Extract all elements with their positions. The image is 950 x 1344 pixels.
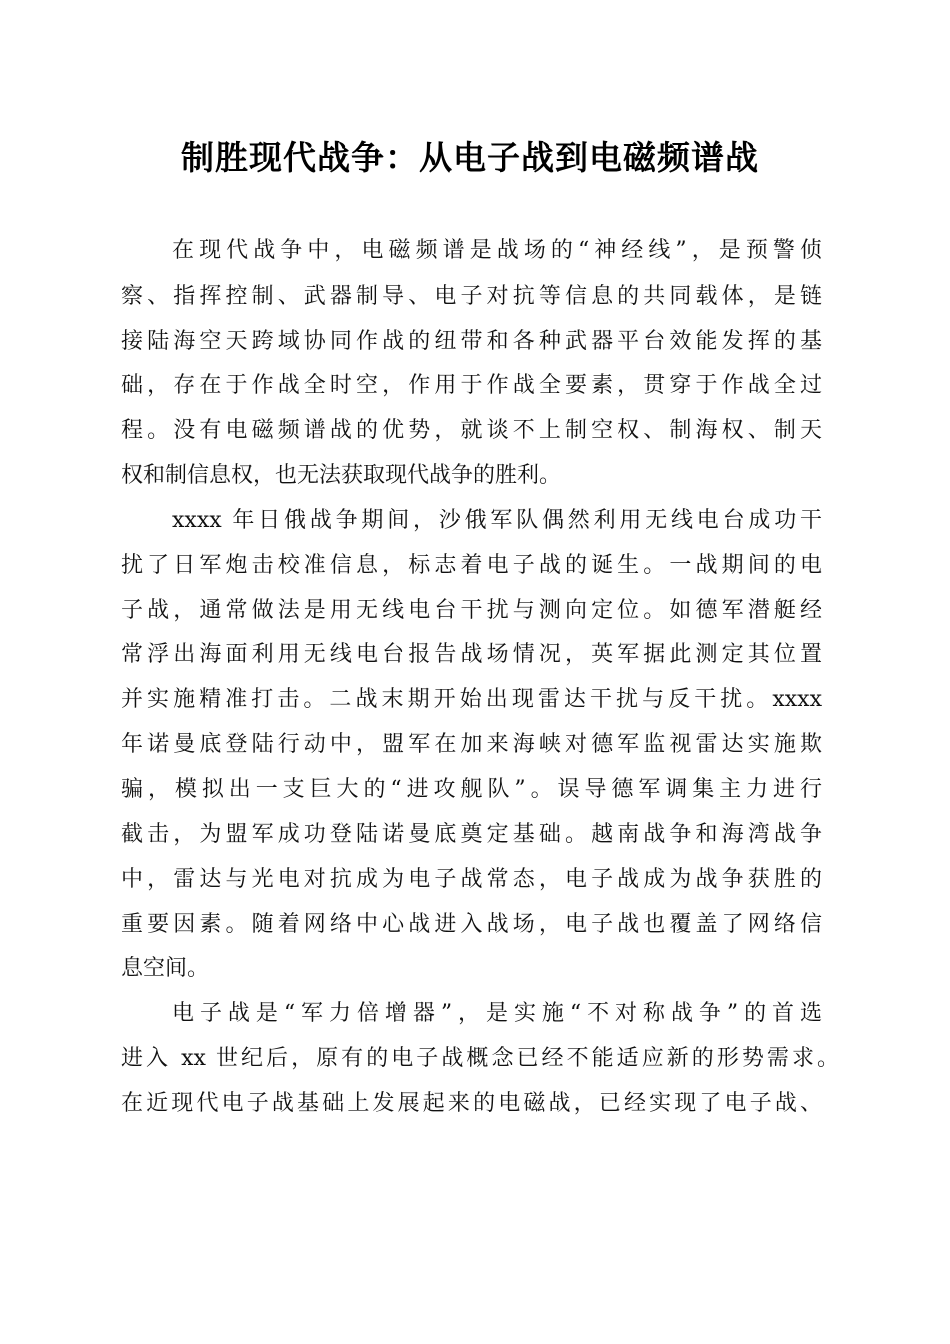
paragraph-1-line-3: 接陆海空天跨域协同作战的纽带和各种武器平台效能发挥的基 bbox=[121, 329, 822, 354]
paragraph-1-line-1: 在现代战争中，电磁频谱是战场的“神经线”，是预警侦 bbox=[172, 238, 822, 263]
paragraph-2-line-5: 并实施精准打击。二战末期开始出现雷达干扰与反干扰。xxxx bbox=[121, 687, 822, 712]
paragraph-2-line-10: 重要因素。随着网络中心战进入战场，电子战也覆盖了网络信 bbox=[121, 912, 822, 937]
paragraph-2-line-1: xxxx 年日俄战争期间，沙俄军队偶然利用无线电台成功干 bbox=[172, 508, 822, 533]
paragraph-1-line-4: 础，存在于作战全时空，作用于作战全要素，贯穿于作战全过 bbox=[121, 373, 822, 398]
document-title: 制胜现代战争：从电子战到电磁频谱战 bbox=[181, 138, 759, 177]
paragraph-1-line-5: 程。没有电磁频谱战的优势，就谈不上制空权、制海权、制天 bbox=[121, 418, 822, 443]
paragraph-3-line-2: 进入 xx 世纪后，原有的电子战概念已经不能适应新的形势需求。 bbox=[121, 1046, 839, 1071]
paragraph-3-line-3: 在近现代电子战基础上发展起来的电磁战，已经实现了电子战、 bbox=[121, 1091, 822, 1116]
paragraph-2-line-7: 骗，模拟出一支巨大的“进攻舰队”。误导德军调集主力进行 bbox=[121, 777, 822, 802]
paragraph-3-line-1: 电子战是“军力倍增器”，是实施“不对称战争”的首选 bbox=[172, 1001, 822, 1026]
paragraph-2-line-2: 扰了日军炮击校准信息，标志着电子战的诞生。一战期间的电 bbox=[121, 553, 822, 578]
paragraph-2-line-3: 子战，通常做法是用无线电台干扰与测向定位。如德军潜艇经 bbox=[121, 598, 822, 623]
paragraph-2-line-4: 常浮出海面利用无线电台报告战场情况，英军据此测定其位置 bbox=[121, 642, 822, 667]
paragraph-2-line-8: 截击，为盟军成功登陆诺曼底奠定基础。越南战争和海湾战争 bbox=[121, 822, 822, 847]
paragraph-1-line-2: 察、指挥控制、武器制导、电子对抗等信息的共同载体，是链 bbox=[121, 284, 822, 309]
paragraph-2-line-6: 年诺曼底登陆行动中，盟军在加来海峡对德军监视雷达实施欺 bbox=[121, 732, 822, 757]
paragraph-2-line-11: 息空间。 bbox=[121, 956, 210, 981]
paragraph-2-line-9: 中，雷达与光电对抗成为电子战常态，电子战成为战争获胜的 bbox=[121, 867, 822, 892]
paragraph-1-line-6: 权和制信息权，也无法获取现代战争的胜利。 bbox=[121, 463, 562, 488]
